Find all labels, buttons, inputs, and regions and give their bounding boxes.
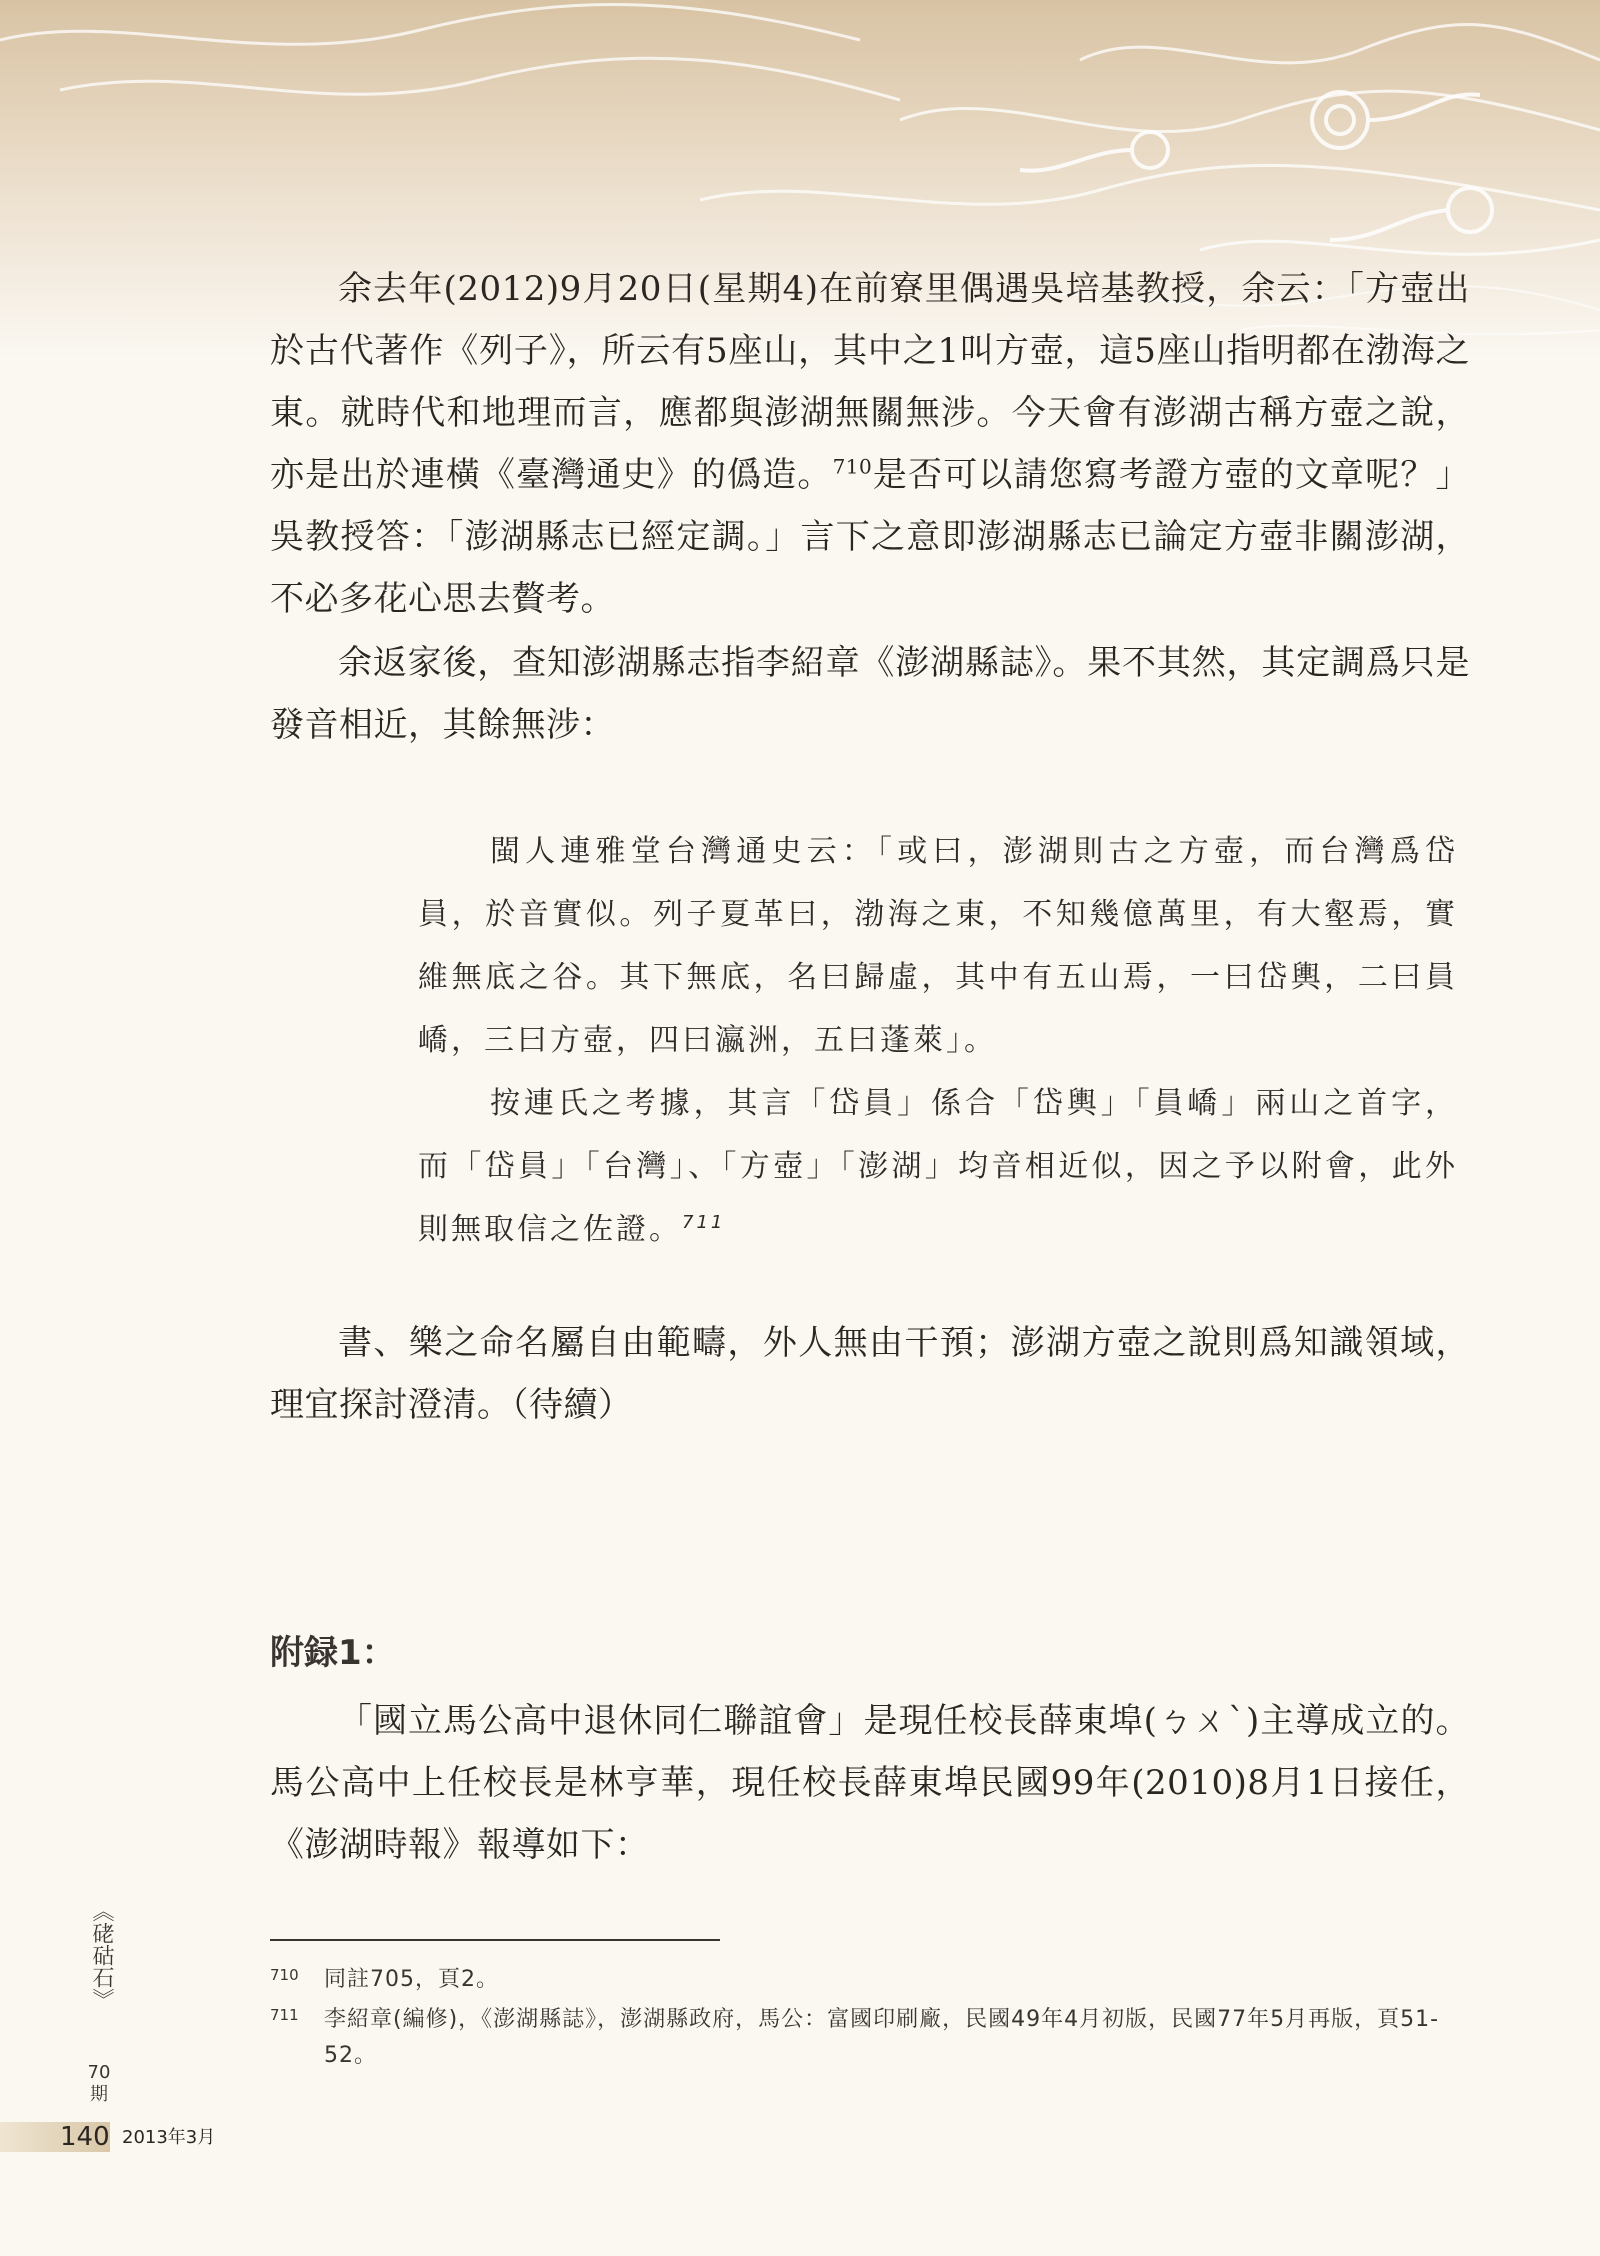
closing-paragraph: 書、樂之命名屬自由範疇，外人無由干預；澎湖方壺之說則爲知識領域，理宜探討澄清。（待續）	[270, 1323, 1470, 1425]
appendix-heading: 附録1：	[270, 1633, 396, 1673]
main-body	[270, 258, 1470, 756]
footnote-ref-710[interactable]: 710	[832, 454, 873, 479]
issue-date: 2013年3月	[122, 2127, 216, 2148]
quote-paragraph-1: 閩人連雅堂台灣通史云：「或曰，澎湖則古之方壺，而台灣爲岱員，於音實似。列子夏革曰，渤海之東，不知幾億萬里，有大壑焉，實維無底之谷。其下無底，名曰歸虛，其中有五山焉，一曰岱輿，二曰員嶠，三曰方壺，四曰瀛洲，五曰蓬萊」。	[418, 834, 1458, 1058]
closing-section	[270, 1312, 1470, 1436]
page-footer	[0, 2122, 1600, 2152]
footnote-item	[270, 1962, 1470, 1998]
block-quote	[418, 820, 1458, 1261]
quote-paragraph-2	[418, 1072, 1458, 1261]
journal-issue: 70期	[87, 2062, 111, 2105]
footnote-number: 711	[270, 2006, 299, 2024]
body-paragraph-2: 余返家後，查知澎湖縣志指李紹章《澎湖縣誌》。果不其然，其定調爲只是發音相近，其餘無涉：	[270, 643, 1470, 745]
footnote-ref-711[interactable]: 711	[682, 1212, 726, 1233]
appendix-section	[270, 1690, 1470, 1876]
body-paragraph-1-part-a: 余去年(2012)9月20日(星期4)在前寮里偶遇吳培基教授，余云：「方壺出於古代著作《列子》，所云有5座山，其中之1叫方壺，這5座山指明都在渤海之東。就時代和地理而言，應都與澎湖無關無涉。今天會有澎湖古稱方壺之說，亦是出於連橫《臺灣通史》的僞造。	[270, 269, 1470, 495]
journal-title-vertical: 《硓𥑮石》	[89, 1900, 114, 2010]
quote-paragraph-2-text: 按連氏之考據，其言「岱員」係合「岱輿」「員嶠」兩山之首字，而「岱員」「台灣」、「方壺」「澎湖」均音相近似，因之予以附會，此外則無取信之佐證。	[418, 1086, 1458, 1247]
footnote-number: 710	[270, 1966, 299, 1984]
footnote-item	[270, 2002, 1470, 2074]
footnotes	[270, 1962, 1470, 2078]
body-paragraph-1	[270, 258, 1470, 630]
footnote-divider	[270, 1939, 720, 1941]
footnote-text: 同註705，頁2。	[324, 1967, 499, 1992]
body-paragraph-1-part-b: 是否可以請您寫考證方壺的文章呢？」吳教授答：「澎湖縣志已經定調。」言下之意即澎湖縣志已論定方壺非關澎湖，不必多花心思去贅考。	[270, 455, 1471, 619]
footnote-text: 李紹章(編修)，《澎湖縣誌》，澎湖縣政府，馬公：富國印刷廠，民國49年4月初版，民國77年5月再版，頁51-52。	[324, 2007, 1440, 2068]
appendix-paragraph: 「國立馬公高中退休同仁聯誼會」是現任校長薛東埠(ㄅㄨˋ)主導成立的。馬公高中上任校長是林亨華，現任校長薛東埠民國99年(2010)8月1日接任，《澎湖時報》報導如下：	[270, 1701, 1470, 1865]
page-number: 140	[60, 2122, 110, 2152]
